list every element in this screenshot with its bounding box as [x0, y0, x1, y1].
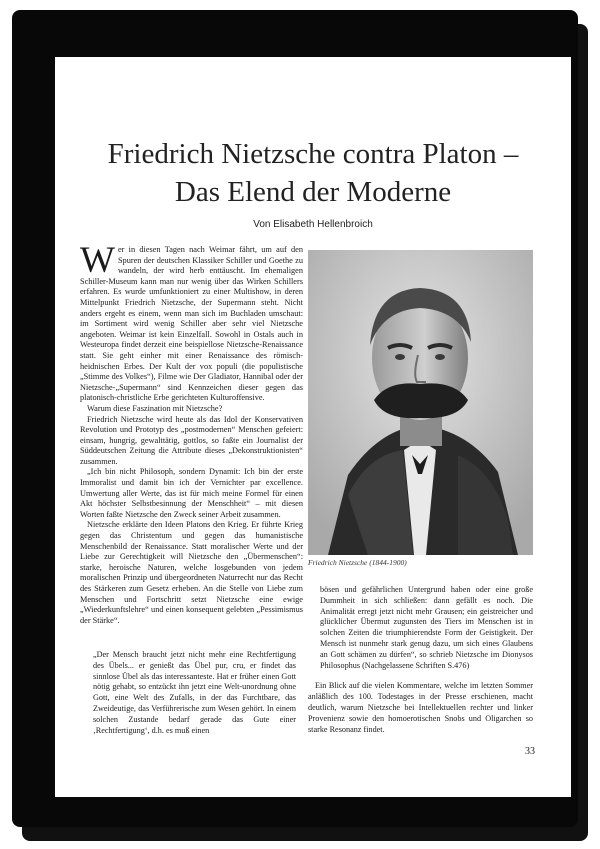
paragraph-1 — [80, 240, 303, 404]
block-quote-part-1: „Der Mensch braucht jetzt nicht mehr eine Rechtfertigung des Übels... er genießt das Übel pur, cru, er findet das sinnlose Übel als das interessanteste. Hat er früher einen Gott nötig gehabt, so entzückt ihn jetzt eine Welt-unordnung ohne Gott, eine Welt des Zufalls, in der das Furchtbare, das Zweideutige, das Verführerische zum Wesen gehört. In einem solchen Zustande bedarf gerade das Gute einer ‚Rechtfertigung‘, d.h. es muß einen — [93, 650, 296, 735]
drop-cap: W — [80, 240, 115, 281]
title-line-2: Das Elend der Moderne — [174, 176, 452, 208]
paragraph-4: „Ich bin nicht Philosoph, sondern Dynamit: Ich bin der erste Immoralist und damit bin ich der Vernichter par excellence. Umwertung aller Werte, das ist für mich meine Formel für einen Akt höchster Selbstbesinnung der Menschheit“ – mit diesen Worten faßte Nietzsche den Zweck seiner Arbeit zusammen. — [80, 467, 303, 519]
paragraph-1-text: er in diesen Tagen nach Weimar fährt, um auf den Spuren der deutschen Klassiker Schiller und Goethe zu wandeln, der wird herb enttäuscht. Im ehemaligen Schiller-Museum kann man nur wenig über das Wirken Schillers erfahren. Es wurde umfunktioniert zu einer Multishow, in deren Mittelpunkt Friedrich Nietzsche, der Supermann steht. Nicht anders ergeht es einem, wenn man sich im Buchladen umschaut: im Sortiment wird wenig Schiller aber sehr viel Nietzsche angeboten. Weimar ist kein Einzelfall. Sowohl in Ostals auch in Westeuropa findet derzeit eine beispiellose Nietzsche-Renaissance statt. Sie geht einher mit einer Renaissance des römisch-heidnischen Erbes. Der Kult der vox populi (die populistische „Stimme des Volkes“), Filme wie Der Gladiator, Hannibal oder der Nietzsche-„Supermann“ sind Kennzeichen dieser gegen das platonisch-christliche Erbe gerichteten Kulturoffensive. — [80, 245, 303, 403]
block-quote-part-2: bösen und gefährlichen Untergrund haben oder eine große Dummheit in sich schließen: dann gefällt es noch. Die Animalität erregt jetzt nicht mehr Grausen; ein geistreicher und glücklicher Übermut zugunsten des Tiers im Menschen ist in solchen Zeiten die triumphierendste Form der Geistigkeit. Der Mensch ist nunmehr stark genug dazu, um sich eines Glaubens an Gott schämen zu dürfen“, so schrieb Nietzsche im Dionysos Philosophus (Nachgelassene Schriften S.476) — [320, 585, 533, 670]
left-column — [80, 240, 303, 626]
right-column — [308, 585, 533, 735]
paragraph-2: Warum diese Faszination mit Nietzsche? — [87, 403, 223, 413]
magazine-page — [55, 57, 571, 797]
paragraph-5: Nietzsche erklärte den Ideen Platons den Krieg. Er führte Krieg gegen das Christentum und gegen das humanistische Menschenbild der Renaissance. Statt moralischer Werte und der Liebe zur Gerechtigkeit will Nietzsche den „Übermenschen“: starke, heroische Naturen, welche losgebunden von jedem moralischen Prinzip und übergeordneten Naturrecht nur das Recht des Stärkeren zum Gesetz erheben. An die Stelle von Liebe zum Menschen und Fortschritt setzt Nietzsche eine ewige „Wiederkunftslehre“ und einen konsequent gelebten „Pessimismus der Stärke“. — [80, 520, 303, 625]
page-number: 33 — [525, 746, 535, 757]
byline: Von Elisabeth Hellenbroich — [253, 219, 373, 230]
article-title — [55, 135, 571, 211]
photo-caption: Friedrich Nietzsche (1844-1900) — [308, 558, 407, 567]
nietzsche-portrait — [308, 250, 533, 555]
title-line-1: Friedrich Nietzsche contra Platon – — [107, 138, 519, 170]
paragraph-3: Friedrich Nietzsche wird heute als das Idol der Konservativen Revolution und Prototyp des „postmodernen“ Menschen gefeiert: einsam, hungrig, gewalttätig, gottlos, so faßte ein Journalist der Süddeutschen Zeitung die Attribute dieses „Dekonstruktionisten“ zusammen. — [80, 414, 303, 466]
page-frame — [12, 10, 578, 827]
paragraph-6: Ein Blick auf die vielen Kommentare, welche im letzten Sommer anläßlich des 100. Todestages in der Presse erschienen, macht deutlich, warum Nietzsche bei Intellektuellen rechter und linker Provenienz sowie den homoerotischen Snobs und Oligarchen so starke Resonanz findet. — [308, 681, 533, 734]
